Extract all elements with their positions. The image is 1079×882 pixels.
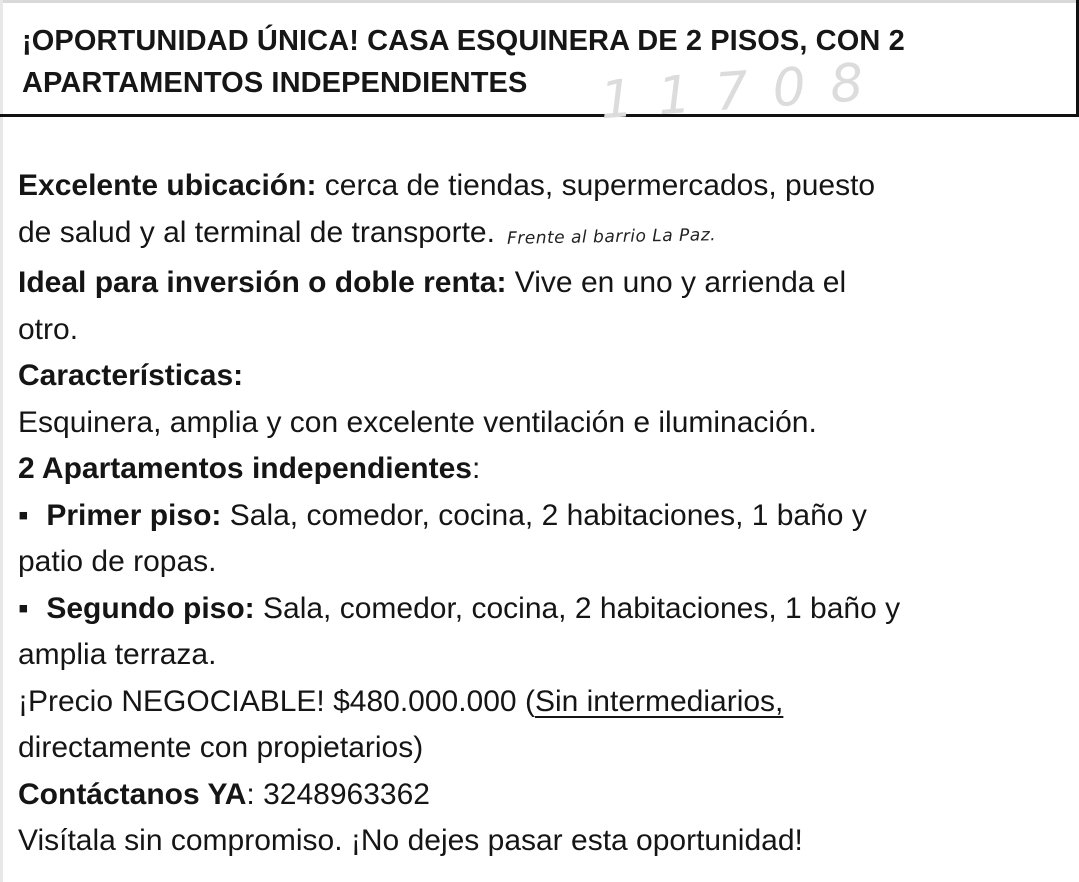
second-floor-text-2: amplia terraza. [18,638,217,671]
features-heading-line [18,353,1068,400]
location-line-1 [18,163,1068,210]
features-label: Características: [18,359,244,392]
headline [22,20,1062,104]
apartments-label: 2 Apartamentos independientes [18,452,472,485]
square-bullet-icon: ▪ [18,498,29,532]
faint-handwritten-number: 1 1 7 0 8 [598,52,870,132]
contact-phone: 3248963362 [263,777,430,811]
price-text: ¡Precio NEGOCIABLE! $480.000.000 ( [18,684,535,718]
apartments-colon: : [471,452,481,485]
investment-line-2 [18,307,1068,354]
listing-body [18,163,1068,865]
headline-box [0,0,1079,132]
second-floor-line-2 [18,632,1068,679]
scan-left-edge [0,0,3,882]
location-label: Excelente ubicación: [18,169,317,202]
contact-separator: : [246,777,255,811]
location-text-1: cerca de tiendas, supermercados, puesto [324,169,876,202]
second-floor-label: Segundo piso: [46,591,255,625]
contact-line [18,772,1068,819]
price-underlined: Sin intermediarios, [534,684,784,718]
price-line-2 [18,725,1068,772]
price-text-2: directamente con propietarios) [18,731,424,764]
investment-line-1 [18,260,1068,307]
first-floor-text-1: Sala, comedor, cocina, 2 habitaciones, 1 baño y [229,498,867,532]
square-bullet-icon: ▪ [18,591,29,625]
features-text: Esquinera, amplia y con excelente ventilación e iluminación. [18,405,817,439]
first-floor-line-1 [18,493,1068,540]
location-text-2: de salud y al terminal de transporte. [18,215,495,249]
investment-label: Ideal para inversión o doble renta: [18,266,507,299]
features-line [18,400,1068,447]
apartments-heading-line [18,446,1068,493]
closing-text: Visítala sin compromiso. ¡No dejes pasar esta oportunidad! [18,824,803,857]
first-floor-line-2 [18,539,1068,586]
second-floor-text-1: Sala, comedor, cocina, 2 habitaciones, 1 baño y [263,591,901,625]
handwritten-note: Frente al barrio La Paz. [507,224,717,249]
first-floor-label: Primer piso: [46,498,222,532]
first-floor-text-2: patio de ropas. [18,545,217,578]
investment-text-1: Vive en uno y arrienda el [514,266,847,299]
headline-line-2: APARTAMENTOS INDEPENDIENTES [22,67,528,99]
price-line-1 [18,679,1068,726]
closing-line [18,818,1068,865]
headline-line-1: ¡OPORTUNIDAD ÚNICA! CASA ESQUINERA DE 2 PISOS, CON 2 [22,25,905,57]
second-floor-line-1 [18,586,1068,633]
contact-label: Contáctanos YA [18,777,247,811]
investment-text-2: otro. [18,312,79,346]
location-line-2 [18,210,1068,261]
